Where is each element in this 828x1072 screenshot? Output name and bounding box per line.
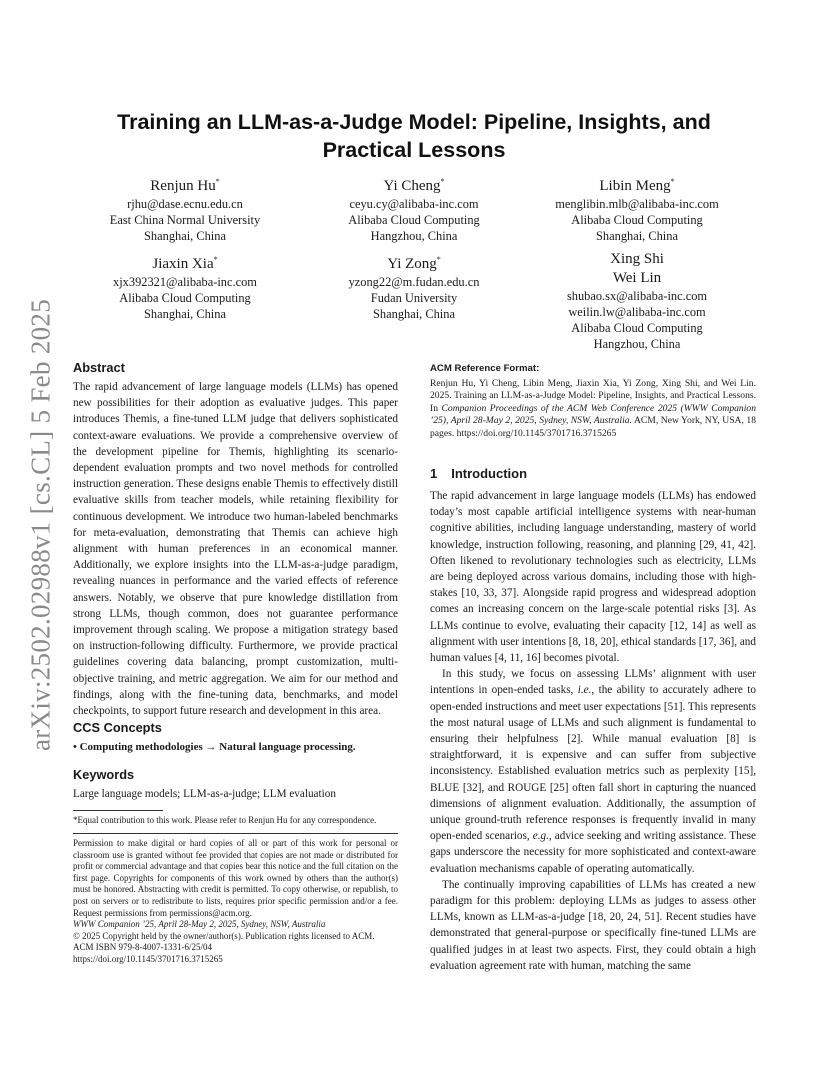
section-number: 1 [430, 466, 438, 481]
equal-contribution-mark: * [215, 177, 220, 186]
intro-p2-ie: i.e., [577, 684, 595, 697]
author-email: xjx392321@alibaba-inc.com [113, 275, 257, 289]
author-block-yi-zong [319, 250, 509, 322]
author-email: shubao.sx@alibaba-inc.com [566, 289, 708, 303]
equal-contribution-mark: * [213, 255, 218, 264]
intro-p2-eg: e.g., [532, 830, 552, 843]
permission-rule [73, 833, 398, 834]
author-location: Shanghai, China [144, 229, 226, 243]
author-location: Shanghai, China [144, 307, 226, 321]
author-affiliation: Alibaba Cloud Computing [119, 291, 251, 305]
ccs-section [73, 720, 398, 755]
author-name: Yi Cheng [383, 178, 441, 194]
equal-contribution-mark: * [440, 177, 445, 186]
keywords-heading: Keywords [73, 767, 135, 782]
abstract-text: The rapid advancement of large language models (LLMs) has opened new possibilities for their adoption as evaluative judges. This paper introduces Themis, a fine-tuned LLM judge that delivers sophisticated context-aware evaluations. We provide a comprehensive overview of the development pipeline for Themis, highlighting its scenario-dependent evaluation prompts and two novel methods for controlled instruction generation. These designs enable Themis to effectively distill evaluative skills from teacher models, while retaining flexibility for continuous development. We introduce two human-labeled benchmarks for meta-evaluation, demonstrating that Themis can achieve high alignment with human preferences in an economical manner. Additionally, we explore insights into the LLM-as-a-judge paradigm, revealing nuances in performance and the varied effects of reference answers. Notably, we observe that pure knowledge distillation from strong LLMs, though common, does not guarantee performance improvement through scaling. We propose a mitigation strategy based on instruction-following difficulty. Furthermore, we provide practical guidelines covering data balancing, prompt customization, multi-objective training, and metric aggregation. We aim for our method and findings, along with the fine-tuning data, benchmarks, and model checkpoints, to support future research and development in this area. [73, 381, 398, 718]
equal-contribution-mark: * [436, 255, 441, 264]
acm-reference-authors: Renjun Hu, Yi Cheng, Libin Meng, Jiaxin Xia, Yi Zong, Xing Shi, and Wei Lin. 2025. Training an LLM-as-a-Judge Model: Pipeline, Insights, and Practical Lessons. In [430, 377, 756, 414]
author-email: rjhu@dase.ecnu.edu.cn [127, 197, 243, 211]
author-affiliation: Alibaba Cloud Computing [571, 213, 703, 227]
author-location: Shanghai, China [373, 307, 455, 321]
acm-reference-format [430, 363, 756, 440]
author-affiliation: Fudan University [370, 291, 458, 305]
footnote-rule [73, 810, 163, 811]
introduction-heading [430, 466, 756, 482]
ccs-concept-item [73, 739, 398, 755]
author-block-xing-shi-wei-lin [537, 250, 737, 352]
author-name: Yi Zong [387, 256, 437, 272]
author-location: Hangzhou, China [593, 337, 681, 351]
permission-text: Permission to make digital or hard copies of all or part of this work for personal or classroom use is granted without fee provided that copies are not made or distributed for profit or commercial advantage and that copies bear this notice and the full citation on the first page. Copyrights for components of this work owned by others than the author(s) must be honored. Abstracting with credit is permitted. To copy otherwise, or republish, to post on servers or to redistribute to lists, requires prior specific permission and/or a fee. Request permissions from permissions@acm.org. [73, 838, 398, 918]
ccs-heading: CCS Concepts [73, 720, 162, 735]
author-email: yzong22@m.fudan.edu.cn [348, 275, 480, 289]
author-name: Renjun Hu [150, 178, 216, 194]
author-email: weilin.lw@alibaba-inc.com [568, 305, 706, 319]
ccs-concept-text: Computing methodologies → Natural language processing. [79, 741, 356, 753]
author-block-libin-meng [537, 172, 737, 244]
acm-reference-venue: Companion Proceedings of the ACM Web Conference 2025 (WWW Companion ’25), April 28-May 2, 2025, Sydney, NSW, Australia. [430, 402, 756, 426]
intro-paragraph-3: The continually improving capabilities of LLMs has created a new paradigm for this problem: deploying LLMs as judges to assess other LLMs, known as LLM-as-a-judge [18, 20, 24, 51]. Recent studies have demonstrated that general-purpose or specifically fine-tuned LLMs are qualified judges in at least two aspects. First, they could obtain a high evaluation agreement rate with human, matching the same [430, 878, 756, 972]
permission-isbn: ACM ISBN 979-8-4007-1331-6/25/04 [73, 942, 212, 953]
author-email: menglibin.mlb@alibaba-inc.com [555, 197, 719, 211]
intro-p2-text: the ability to accurately adhere to open-ended instructions and meet user expectations [51]. This represents the most natural usage of LLMs and such alignment is fundamental to ensuring their helpfulness [2]. While manual evaluation [8] is straightforward, it is expensive and can suffer from subjective inconsistency. Established evaluation metrics such as perplexity [15], BLUE [32], and ROUGE [25] often fall short in capturing the nuanced dimensions of alignment evaluation. Additionally, the assumption of unique ground-truth reference responses is frequently invalid in many open-ended scenarios, [430, 684, 756, 843]
title-line-2: Practical Lessons [322, 138, 506, 162]
author-affiliation: Alibaba Cloud Computing [348, 213, 480, 227]
keywords-section [73, 767, 398, 802]
author-email: ceyu.cy@alibaba-inc.com [349, 197, 479, 211]
author-block-renjun-hu [90, 172, 280, 244]
arxiv-sidebar-stamp [16, 290, 66, 760]
left-column [73, 360, 398, 719]
author-block-jiaxin-xia [90, 250, 280, 322]
author-affiliation: Alibaba Cloud Computing [571, 321, 703, 335]
author-name: Libin Meng [599, 178, 671, 194]
title-line-1: Training an LLM-as-a-Judge Model: Pipeline, Insights, and [117, 110, 711, 134]
author-location: Hangzhou, China [370, 229, 458, 243]
author-name: Jiaxin Xia [152, 256, 214, 272]
intro-paragraph-2 [430, 666, 756, 877]
intro-paragraph-1: The rapid advancement in large language models (LLMs) has endowed today’s most capable artificial intelligence systems with near-human cognitive abilities, including language understanding, mastery of world knowledge, instruction following, reasoning, and planning [29, 41, 42]. Often likened to revolutionary technologies such as electricity, LLMs are being deployed across various domains, including those with high-stakes [10, 33, 37]. Alongside rapid progress and widespread adoption comes an increasing concern on the large-scale potential risks [3]. As LLMs continue to evolve, evaluating their capacity [12, 14] as well as alignment with user intentions [8, 18, 20], ethical standards [17, 36], and human values [4, 11, 16] becomes pivotal. [430, 490, 756, 665]
keywords-text: Large language models; LLM-as-a-judge; LLM evaluation [73, 788, 336, 800]
author-affiliation: East China Normal University [109, 213, 261, 227]
bullet-icon: • [73, 741, 77, 753]
author-block-yi-cheng [319, 172, 509, 244]
permission-venue: WWW Companion ’25, April 28-May 2, 2025, Sydney, NSW, Australia [73, 919, 326, 930]
acm-reference-tail: ACM, New York, NY, USA, 18 pages. https://doi.org/10.1145/3701716.3715265 [430, 415, 757, 439]
intro-p2-text: In this study, we focus on assessing LLMs’ alignment with user intentions in open-ended tasks, [430, 668, 756, 697]
author-location: Shanghai, China [596, 229, 678, 243]
abstract-heading: Abstract [73, 360, 125, 375]
equal-contribution-mark: * [670, 177, 675, 186]
section-title: Introduction [451, 466, 528, 481]
permission-doi: https://doi.org/10.1145/3701716.3715265 [73, 953, 223, 964]
author-name: Xing Shi [610, 251, 664, 267]
permission-copyright: © 2025 Copyright held by the owner/author(s). Publication rights licensed to ACM. [73, 930, 375, 941]
paper-title [90, 108, 738, 164]
footnote: *Equal contribution to this work. Please refer to Renjun Hu for any correspondence. [73, 815, 377, 825]
introduction-section [430, 466, 756, 974]
permission-block [73, 838, 398, 966]
intro-p2-text: advice seeking and writing assistance. These gaps underscore the necessity for more sophisticated and context-aware evaluation mechanisms capable of operating automatically. [430, 830, 756, 875]
arxiv-id: arXiv:2502.02988v1 [cs.CL] 5 Feb 2025 [25, 298, 56, 752]
author-name: Wei Lin [612, 270, 662, 286]
acm-reference-heading: ACM Reference Format: [430, 363, 540, 374]
